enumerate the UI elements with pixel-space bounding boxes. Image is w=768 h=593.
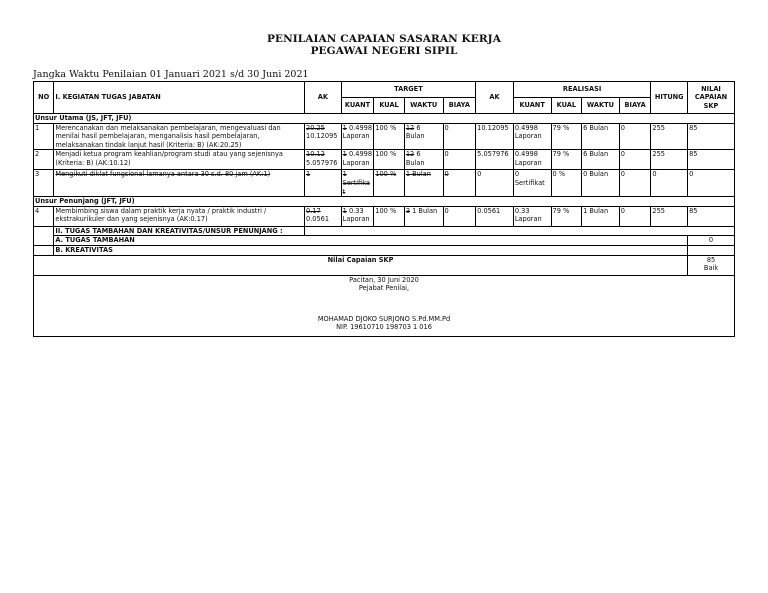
row-realisasi-kual: 79 % [551, 123, 582, 150]
r-kuant: 0.33 [514, 206, 530, 215]
row-realisasi-kual: 79 % [551, 150, 582, 170]
col-realisasi-kual: KUAL [551, 98, 582, 114]
kuant-new: 0.4998 [348, 123, 373, 132]
tugas-tambahan-label: A. TUGAS TAMBAHAN [54, 236, 688, 246]
kuant-new: 1 [342, 170, 347, 179]
r-kuant-unit: Sertifikat [514, 178, 545, 187]
row-realisasi-biaya: 0 [619, 150, 651, 170]
col-realisasi: REALISASI [513, 82, 651, 98]
row-target-waktu: 1 Bulan [404, 170, 443, 197]
kreativitas-label: B. KREATIVITAS [54, 245, 688, 255]
kuant-old: 1 [342, 123, 347, 132]
row-no: 1 [34, 123, 54, 150]
row-target-kual: 100 % [374, 170, 405, 197]
row-realisasi-waktu: 1 Bulan [582, 206, 620, 226]
col-kegiatan: I. KEGIATAN TUGAS JABATAN [54, 82, 305, 114]
nilai-capaian-grade: Baik [703, 264, 719, 273]
row-nilai: 0 [688, 170, 735, 197]
row-realisasi-biaya: 0 [619, 123, 651, 150]
table-row [34, 123, 735, 150]
row-target-biaya: 0 [443, 150, 476, 170]
table-row [34, 150, 735, 170]
kuant-unit: Sertifikat [342, 178, 370, 196]
signature-name: MOHAMAD DJOKO SURJONO S.Pd.MM.Pd [317, 314, 451, 323]
row-target-kual: 100 % [374, 150, 405, 170]
row-ak-target: 1 [305, 170, 342, 197]
row-target-kuant [341, 150, 374, 170]
row-nilai: 85 [688, 206, 735, 226]
row-nilai: 85 [688, 150, 735, 170]
row-no: 2 [34, 150, 54, 170]
document-title-line2: PEGAWAI NEGERI SIPIL [310, 45, 458, 57]
waktu-new: 1 Bulan [412, 206, 438, 215]
row-kegiatan: Membimbing siswa dalam praktik kerja nyata / praktik industri / ekstrakurikuler dan yang sejenisnya (AK:0.17) [54, 206, 305, 226]
row-realisasi-waktu: 6 Bulan [582, 123, 620, 150]
row-nilai: 85 [688, 123, 735, 150]
row-realisasi-waktu: 6 Bulan [582, 150, 620, 170]
row-hitung: 255 [651, 123, 688, 150]
row-target-kuant [341, 123, 374, 150]
row-hitung: 255 [651, 206, 688, 226]
row-ak-target [305, 123, 342, 150]
row-ak-target [305, 150, 342, 170]
row-target-waktu [404, 206, 443, 226]
col-realisasi-waktu: WAKTU [582, 98, 620, 114]
signature-place-date: Pacitan, 30 Juni 2020 [349, 275, 419, 284]
row-realisasi-kuant [513, 150, 551, 170]
row-target-kuant [341, 170, 374, 197]
assessment-period: Jangka Waktu Penilaian 01 Januari 2021 s/d 30 Juni 2021 [33, 69, 309, 80]
row-realisasi-kuant [513, 206, 551, 226]
row-ak-realisasi: 10.12095 [476, 123, 514, 150]
tugas-tambahan-value: 0 [688, 236, 735, 246]
skp-table [33, 81, 735, 337]
ak-target-old: 0.17 [306, 206, 321, 215]
kuant-new: 0.4998 [348, 150, 373, 159]
col-target-biaya: BIAYA [443, 98, 476, 114]
row-target-waktu [404, 150, 443, 170]
r-kuant-unit: Laporan [514, 132, 542, 141]
col-target-kual: KUAL [374, 98, 405, 114]
nilai-capaian-number: 85 [706, 255, 716, 264]
col-realisasi-kuant: KUANT [513, 98, 551, 114]
section-unsur-utama: Unsur Utama (JS, JFT, JFU) [34, 114, 735, 124]
kuant-old: 1 [342, 150, 347, 159]
row-ak-target [305, 206, 342, 226]
row-realisasi-biaya: 0 [619, 206, 651, 226]
row-ak-realisasi: 5.057976 [476, 150, 514, 170]
waktu-old: 12 [405, 123, 415, 132]
row-kegiatan: Merencanakan dan melaksanakan pembelajaran, mengevaluasi dan menilai hasil pembelajaran, menganalisis hasil pembelajaran, melaksanakan tindak lanjut hasil (Kriteria: B) (AK:20.25) [54, 123, 305, 150]
col-ak-target: AK [305, 82, 342, 114]
row-kegiatan: Mengikuti diklat fungsional lamanya antara 30 s.d. 80 jam (AK:1) [54, 170, 305, 197]
row-no: 3 [34, 170, 54, 197]
waktu-new: 6 [416, 123, 421, 132]
row-realisasi-waktu: 0 Bulan [582, 170, 620, 197]
col-target-waktu: WAKTU [404, 98, 443, 114]
row-hitung: 255 [651, 150, 688, 170]
row-ak-realisasi: 0 [476, 170, 514, 197]
col-target: TARGET [341, 82, 475, 98]
ak-target-old: 10.12 [306, 150, 325, 159]
row-hitung: 0 [651, 170, 688, 197]
row-no: 4 [34, 206, 54, 226]
waktu-new: 6 [416, 150, 421, 159]
r-kuant-unit: Laporan [514, 215, 542, 224]
waktu-old: 3 [405, 206, 411, 215]
table-row [34, 170, 735, 197]
row-realisasi-biaya: 0 [619, 170, 651, 197]
ak-target-new: 0.0561 [306, 215, 330, 224]
col-target-kuant: KUANT [341, 98, 374, 114]
col-ak-realisasi: AK [476, 82, 514, 114]
r-kuant: 0.4998 [514, 123, 538, 132]
row-realisasi-kuant [513, 123, 551, 150]
signature-nip: NIP. 19610710 198703 1 016 [336, 323, 432, 332]
kuant-new: 0.33 [348, 206, 364, 215]
row-ak-realisasi: 0.0561 [476, 206, 514, 226]
kuant-old: 1 [342, 206, 347, 215]
col-hitung: HITUNG [651, 82, 688, 114]
kuant-unit: Laporan [342, 215, 370, 224]
r-kuant: 0.4998 [514, 150, 538, 159]
row-target-biaya: 0 [443, 170, 476, 197]
kuant-unit: Laporan [342, 132, 370, 141]
row-target-waktu [404, 123, 443, 150]
r-kuant: 0 [514, 170, 520, 179]
nilai-capaian-label: Nilai Capaian SKP [34, 255, 688, 275]
waktu-unit: Bulan [405, 158, 425, 167]
row-target-biaya: 0 [443, 123, 476, 150]
kuant-unit: Laporan [342, 158, 370, 167]
col-nilai: NILAI CAPAIAN SKP [688, 82, 735, 114]
col-realisasi-biaya: BIAYA [619, 98, 651, 114]
col-no: NO [34, 82, 54, 114]
row-target-biaya: 0 [443, 206, 476, 226]
signature-role: Pejabat Penilai, [358, 284, 410, 293]
signature-block [34, 275, 735, 336]
section-tugas-tambahan-header: II. TUGAS TAMBAHAN DAN KREATIVITAS/UNSUR PENUNJANG : [54, 226, 305, 236]
row-realisasi-kual: 79 % [551, 206, 582, 226]
row-kegiatan: Menjadi ketua program keahlian/program studi atau yang sejenisnya (Kriteria: B) (AK:10.12) [54, 150, 305, 170]
waktu-old: 12 [405, 150, 415, 159]
row-target-kual: 100 % [374, 123, 405, 150]
nilai-capaian-value [688, 255, 735, 275]
row-target-kual: 100 % [374, 206, 405, 226]
row-target-kuant [341, 206, 374, 226]
section-unsur-penunjang: Unsur Penunjang (JFT, JFU) [34, 197, 735, 207]
waktu-unit: Bulan [405, 132, 425, 141]
table-row [34, 206, 735, 226]
row-realisasi-kuant [513, 170, 551, 197]
document-title-line1: PENILAIAN CAPAIAN SASARAN KERJA [267, 33, 501, 45]
ak-target-new: 10.12095 [306, 132, 338, 141]
ak-target-old: 20.25 [306, 123, 325, 132]
ak-target-new: 5.057976 [306, 158, 338, 167]
r-kuant-unit: Laporan [514, 158, 542, 167]
row-realisasi-kual: 0 % [551, 170, 582, 197]
